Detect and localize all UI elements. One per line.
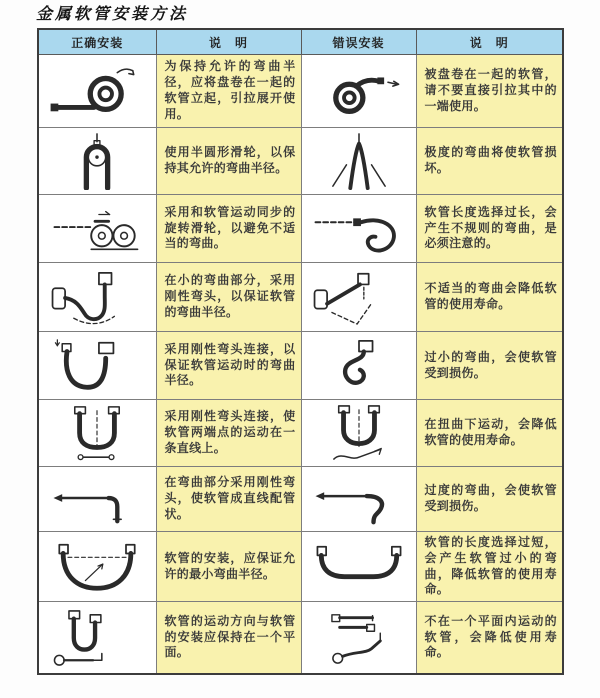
rigid-elbow-u-hose-icon xyxy=(47,337,147,395)
wrong-install-figure xyxy=(301,332,416,400)
table-row xyxy=(38,55,563,128)
correct-install-figure xyxy=(38,128,156,195)
wrong-description: 过小的弯曲，会使软管受到损伤。 xyxy=(416,332,563,400)
wrong-install-figure xyxy=(301,263,416,332)
synchronized-rollers-icon xyxy=(47,200,147,258)
rigid-elbow-small-bend-icon xyxy=(47,268,147,326)
wrong-install-figure xyxy=(301,602,416,674)
excessive-bend-icon xyxy=(309,470,409,528)
wrong-description: 不适当的弯曲会降低软管的使用寿命。 xyxy=(416,263,563,332)
header-wrong-install: 错误安装 xyxy=(301,29,416,55)
table-row xyxy=(38,332,563,400)
correct-install-figure xyxy=(38,195,156,263)
header-correct-install: 正确安装 xyxy=(38,29,156,55)
wrong-install-figure xyxy=(301,467,416,532)
correct-install-figure xyxy=(38,400,156,467)
correct-description: 采用刚性弯头连接，使软管两端点的运动在一条直线上。 xyxy=(156,400,301,467)
wrong-description: 不在一个平面内运动的软管，会降低使用寿命。 xyxy=(416,602,563,674)
correct-description: 软管的运动方向与软管的安装应保持在一个平面。 xyxy=(156,602,301,674)
semicircular-pulley-icon xyxy=(47,132,147,190)
wrong-description: 在扭曲下运动，会降低软管的使用寿命。 xyxy=(416,400,563,467)
bend-too-small-icon xyxy=(309,337,409,395)
wrong-install-figure xyxy=(301,55,416,128)
coiled-hose-upright-icon xyxy=(47,62,147,120)
table-header-row xyxy=(38,29,563,55)
table-row xyxy=(38,400,563,467)
same-plane-motion-icon xyxy=(47,609,147,667)
wrong-description: 极度的弯曲将使软管损坏。 xyxy=(416,128,563,195)
hose-too-long-icon xyxy=(309,200,409,258)
table-row xyxy=(38,532,563,602)
correct-install-figure xyxy=(38,467,156,532)
correct-description: 在弯曲部分采用刚性弯头，使软管成直线配管状。 xyxy=(156,467,301,532)
u-hose-straight-line-icon xyxy=(47,404,147,462)
table-row xyxy=(38,128,563,195)
improper-bend-icon xyxy=(309,268,409,326)
correct-install-figure xyxy=(38,332,156,400)
correct-description: 软管的安装，应保证允许的最小弯曲半径。 xyxy=(156,532,301,602)
correct-description: 采用和软管运动同步的旋转滑轮，以避免不适当的弯曲。 xyxy=(156,195,301,263)
correct-description: 采用刚性弯头连接，以保证软管运动时的弯曲半径。 xyxy=(156,332,301,400)
wrong-description: 过度的弯曲，会使软管受到损伤。 xyxy=(416,467,563,532)
wrong-install-figure xyxy=(301,532,416,602)
table-row xyxy=(38,467,563,532)
wrong-install-figure xyxy=(301,400,416,467)
correct-description: 在小的弯曲部分，采用刚性弯头，以保证软管的弯曲半径。 xyxy=(156,263,301,332)
correct-install-figure xyxy=(38,55,156,128)
correct-description: 使用半圆形滑轮，以保持其允许的弯曲半径。 xyxy=(156,128,301,195)
correct-install-figure xyxy=(38,602,156,674)
table-row xyxy=(38,263,563,332)
correct-install-figure xyxy=(38,263,156,332)
header-wrong-description: 说 明 xyxy=(416,29,563,55)
min-bend-radius-u-icon xyxy=(47,538,147,596)
wrong-description: 被盘卷在一起的软管，请不要直接引拉其中的一端使用。 xyxy=(416,55,563,128)
table-row xyxy=(38,195,563,263)
coiled-hose-pulled-icon xyxy=(309,62,409,120)
straight-pipe-elbow-icon xyxy=(47,470,147,528)
u-hose-twisted-icon xyxy=(309,404,409,462)
header-correct-description: 说 明 xyxy=(156,29,301,55)
wrong-description: 软管长度选择过长，会产生不规则的弯曲，是必须注意的。 xyxy=(416,195,563,263)
wrong-install-figure xyxy=(301,128,416,195)
wrong-install-figure xyxy=(301,195,416,263)
correct-description: 为保持允许的弯曲半径，应将盘卷在一起的软管立起，引拉展开使用。 xyxy=(156,55,301,128)
table-row xyxy=(38,602,563,674)
extreme-bend-hang-icon xyxy=(309,132,409,190)
page-title: 金属软管安装方法 xyxy=(36,4,189,23)
correct-install-figure xyxy=(38,532,156,602)
hose-too-short-icon xyxy=(309,538,409,596)
hose-installation-table xyxy=(37,28,564,675)
off-plane-motion-icon xyxy=(309,609,409,667)
wrong-description: 软管的长度选择过短，会产生软管过小的弯曲，降低软管的使用寿命。 xyxy=(416,532,563,602)
